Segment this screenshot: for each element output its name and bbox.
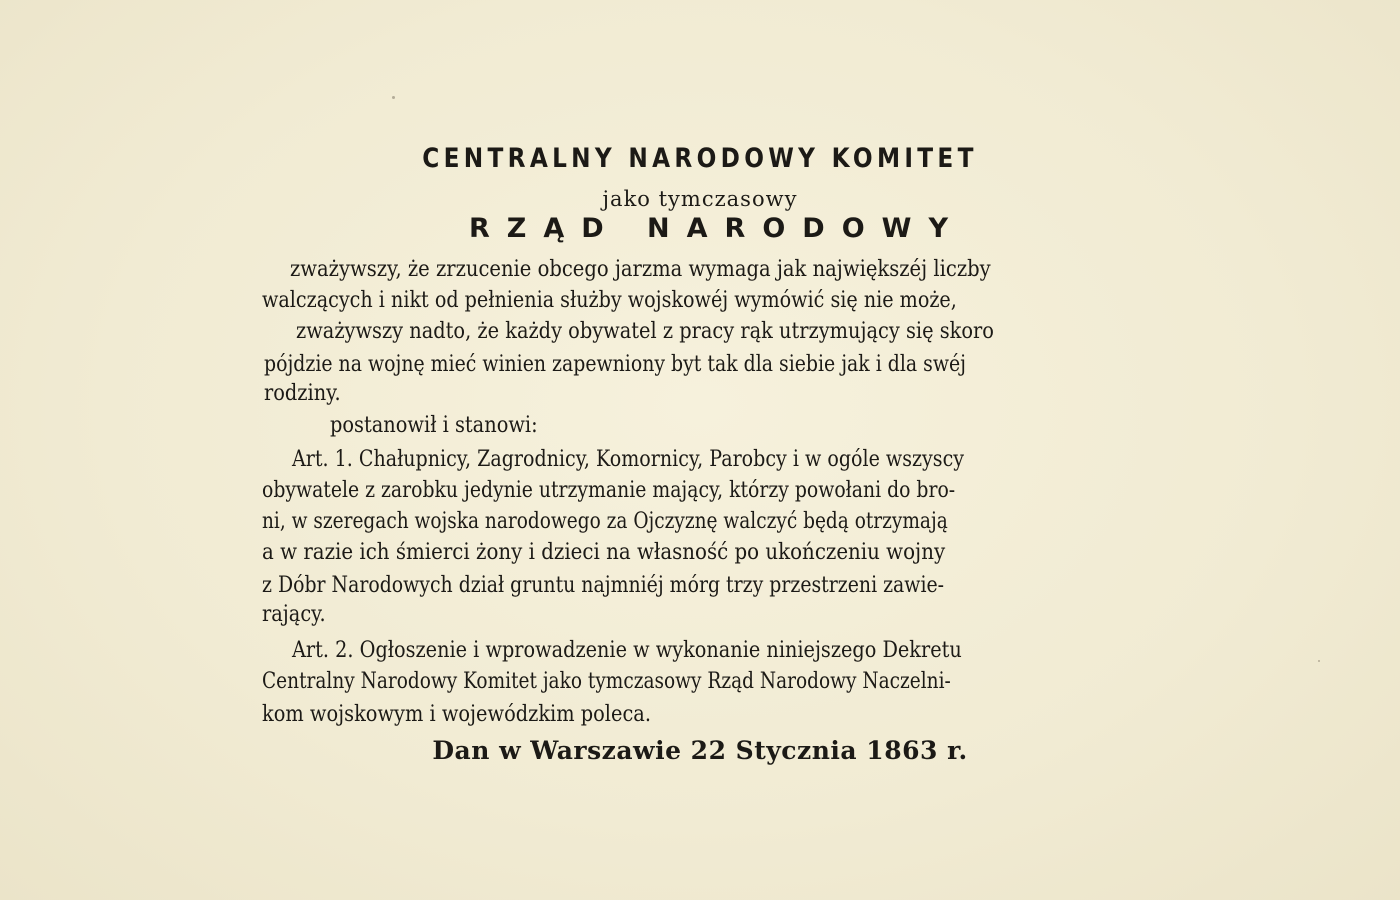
article-1-line: z Dóbr Narodowych dział gruntu najmniéj mórg trzy przestrzeni zawie- (262, 573, 945, 598)
article-1-line: Art. 1. Chałupnicy, Zagrodnicy, Komornicy, Parobcy i w ogóle wszyscy (292, 447, 965, 472)
article-2-line: Centralny Narodowy Komitet jako tymczasowy Rząd Narodowy Naczelni- (262, 669, 951, 694)
article-2-line: Art. 2. Ogłoszenie i wprowadzenie w wykonanie niniejszego Dekretu (292, 638, 962, 663)
preamble-line: zważywszy nadto, że każdy obywatel z pracy rąk utrzymujący się skoro (296, 319, 994, 344)
decree-heading-subtitle: jako tymczasowy (602, 187, 798, 211)
article-1-line: rający. (262, 602, 326, 627)
article-1-line: a w razie ich śmierci żony i dzieci na własność po ukończeniu wojny (262, 540, 946, 565)
article-2-line: kom wojskowym i wojewódzkim poleca. (262, 702, 652, 727)
preamble-line: rodziny. (264, 381, 341, 406)
preamble-line: walczących i nikt od pełnienia służby wojskowéj wymówić się nie może, (262, 288, 957, 313)
article-1-line: ni, w szeregach wojska narodowego za Ojczyznę walczyć będą otrzymają (262, 509, 948, 534)
preamble-line: pójdzie na wojnę mieć winien zapewniony byt tak dla siebie jak i dla swéj (264, 352, 967, 377)
paper-speck (392, 96, 395, 99)
decree-heading-committee: CENTRALNY NARODOWY KOMITET (422, 143, 978, 174)
decree-heading-government: RZĄD NARODOWY (468, 213, 965, 244)
paper-speck (1318, 660, 1320, 662)
preamble-line: zważywszy, że zrzucenie obcego jarzma wymaga jak największéj liczby (290, 257, 991, 282)
decision-line: postanowił i stanowi: (330, 413, 538, 438)
article-1-line: obywatele z zarobku jedynie utrzymanie mający, którzy powołani do bro- (262, 478, 956, 503)
date-line: Dan w Warszawie 22 Stycznia 1863 r. (432, 736, 968, 765)
